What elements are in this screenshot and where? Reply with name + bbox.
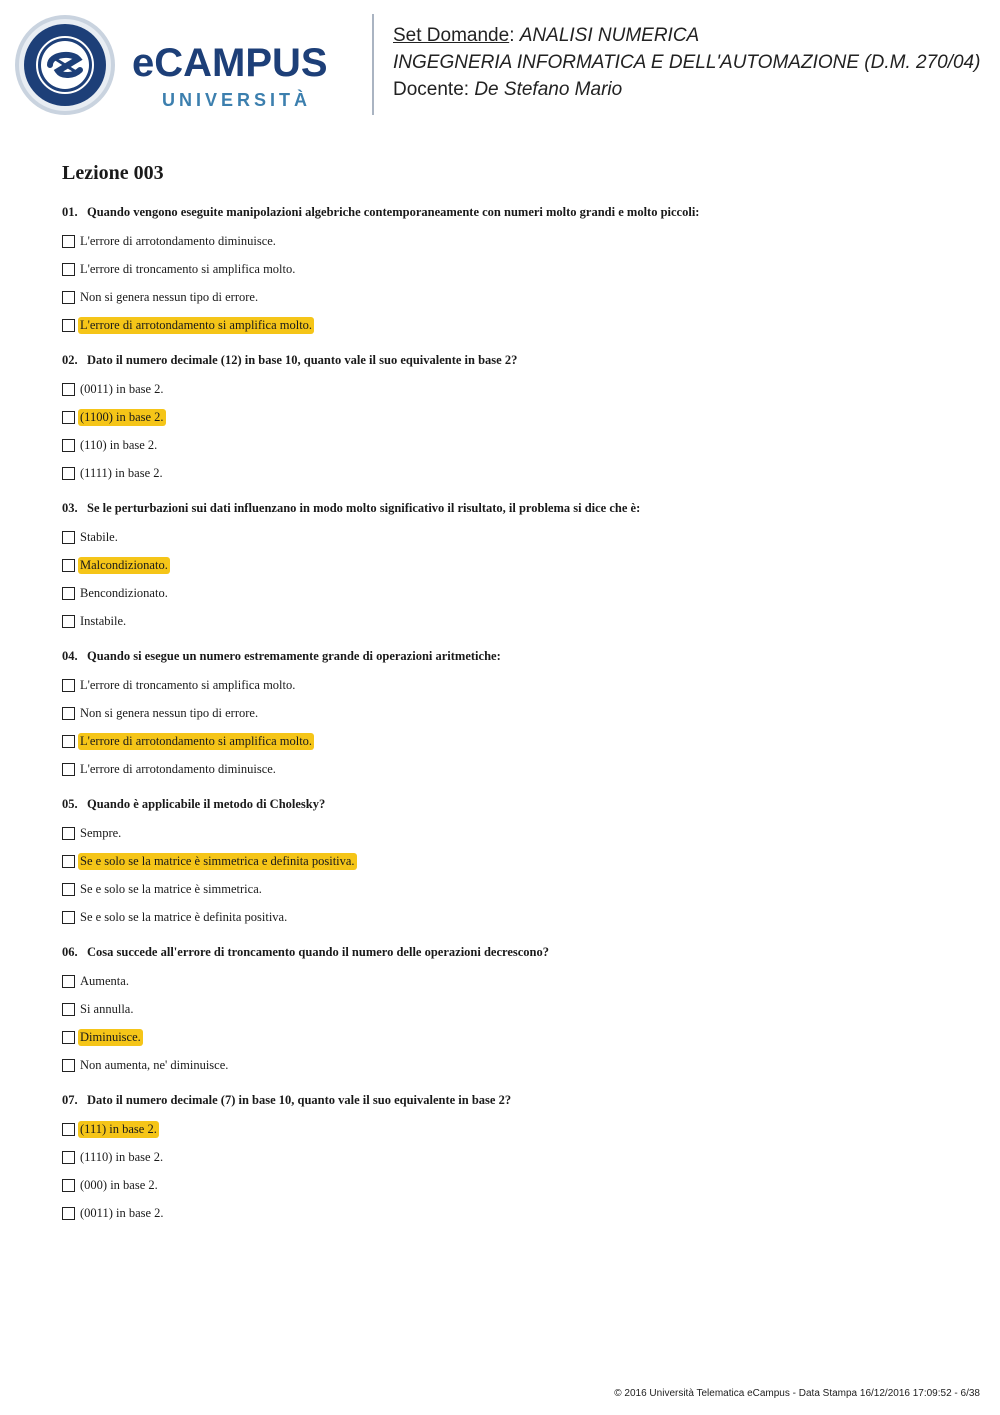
answer-option[interactable] bbox=[62, 727, 962, 755]
question-label: Quando si esegue un numero estremamente grande di operazioni aritmetiche: bbox=[87, 649, 501, 663]
question-text bbox=[62, 201, 962, 223]
question-item bbox=[62, 941, 962, 1079]
answer-option[interactable] bbox=[62, 375, 962, 403]
ecampus-seal-logo bbox=[14, 14, 116, 116]
course-name: INGEGNERIA INFORMATICA E DELL'AUTOMAZIONE (D.M. 270/04) bbox=[393, 52, 981, 73]
question-label: Dato il numero decimale (7) in base 10, quanto vale il suo equivalente in base 2? bbox=[87, 1093, 512, 1107]
answer-checkbox[interactable] bbox=[62, 883, 75, 896]
answer-checkbox[interactable] bbox=[62, 1031, 75, 1044]
question-text bbox=[62, 645, 962, 667]
answer-checkbox[interactable] bbox=[62, 855, 75, 868]
answer-checkbox[interactable] bbox=[62, 531, 75, 544]
answer-option[interactable] bbox=[62, 227, 962, 255]
answer-checkbox[interactable] bbox=[62, 383, 75, 396]
question-text bbox=[62, 497, 962, 519]
question-label: Quando è applicabile il metodo di Cholesky? bbox=[87, 797, 326, 811]
answer-checkbox[interactable] bbox=[62, 763, 75, 776]
header-info bbox=[393, 22, 980, 103]
answer-option[interactable] bbox=[62, 523, 962, 551]
question-list bbox=[62, 201, 962, 1227]
answer-option[interactable] bbox=[62, 671, 962, 699]
answer-label: (1111) in base 2. bbox=[80, 465, 163, 480]
header-divider bbox=[372, 14, 374, 115]
answer-checkbox[interactable] bbox=[62, 707, 75, 720]
answer-option[interactable] bbox=[62, 431, 962, 459]
teacher-name: De Stefano Mario bbox=[474, 79, 623, 100]
answer-label: (0011) in base 2. bbox=[80, 381, 164, 396]
answer-checkbox[interactable] bbox=[62, 911, 75, 924]
answer-checkbox[interactable] bbox=[62, 291, 75, 304]
question-text bbox=[62, 349, 962, 371]
question-number: 06. bbox=[62, 945, 78, 959]
answer-checkbox[interactable] bbox=[62, 735, 75, 748]
answer-option[interactable] bbox=[62, 1171, 962, 1199]
answer-checkbox[interactable] bbox=[62, 587, 75, 600]
answer-option[interactable] bbox=[62, 847, 962, 875]
answer-option[interactable] bbox=[62, 903, 962, 931]
answer-checkbox[interactable] bbox=[62, 1003, 75, 1016]
answer-option[interactable] bbox=[62, 995, 962, 1023]
answer-checkbox[interactable] bbox=[62, 439, 75, 452]
question-number: 02. bbox=[62, 353, 78, 367]
question-item bbox=[62, 497, 962, 635]
answer-option[interactable] bbox=[62, 255, 962, 283]
answer-label: Stabile. bbox=[80, 529, 118, 544]
answer-checkbox[interactable] bbox=[62, 827, 75, 840]
logo-subtext: UNIVERSITÀ bbox=[162, 90, 312, 110]
answer-label-correct: (111) in base 2. bbox=[80, 1121, 157, 1136]
answer-checkbox[interactable] bbox=[62, 411, 75, 424]
answer-checkbox[interactable] bbox=[62, 467, 75, 480]
answer-checkbox[interactable] bbox=[62, 559, 75, 572]
answer-checkbox[interactable] bbox=[62, 1207, 75, 1220]
logo-text: eCAMPUS bbox=[132, 41, 328, 85]
answer-label: Sempre. bbox=[80, 825, 122, 840]
question-item bbox=[62, 201, 962, 339]
question-number: 07. bbox=[62, 1093, 78, 1107]
answer-label-correct: Malcondizionato. bbox=[80, 557, 168, 572]
answer-option[interactable] bbox=[62, 551, 962, 579]
answer-option[interactable] bbox=[62, 403, 962, 431]
ecampus-wordmark bbox=[132, 40, 357, 110]
answer-label: Si annulla. bbox=[80, 1001, 134, 1016]
answer-checkbox[interactable] bbox=[62, 235, 75, 248]
answer-label: (0011) in base 2. bbox=[80, 1205, 164, 1220]
question-text bbox=[62, 1089, 962, 1111]
answer-option[interactable] bbox=[62, 875, 962, 903]
answer-label-correct: L'errore di arrotondamento si amplifica molto. bbox=[80, 317, 313, 332]
answer-label: L'errore di arrotondamento diminuisce. bbox=[80, 233, 276, 248]
answer-option[interactable] bbox=[62, 1051, 962, 1079]
answer-option[interactable] bbox=[62, 607, 962, 635]
question-item bbox=[62, 645, 962, 783]
answer-option[interactable] bbox=[62, 1115, 962, 1143]
answer-label: (1110) in base 2. bbox=[80, 1149, 164, 1164]
answer-checkbox[interactable] bbox=[62, 1059, 75, 1072]
question-number: 03. bbox=[62, 501, 78, 515]
answer-label-correct: Se e solo se la matrice è simmetrica e definita positiva. bbox=[80, 853, 355, 868]
page-header bbox=[0, 0, 1000, 130]
answer-option[interactable] bbox=[62, 283, 962, 311]
answer-label: Bencondizionato. bbox=[80, 585, 168, 600]
answer-label: Se e solo se la matrice è simmetrica. bbox=[80, 881, 262, 896]
answer-label: (110) in base 2. bbox=[80, 437, 158, 452]
teacher-line bbox=[393, 76, 980, 103]
question-label: Se le perturbazioni sui dati influenzano in modo molto significativo il risultato, il problema si dice che è: bbox=[87, 501, 641, 515]
answer-checkbox[interactable] bbox=[62, 263, 75, 276]
question-item bbox=[62, 1089, 962, 1227]
quiz-content bbox=[62, 160, 962, 1237]
set-label: Set Domande bbox=[393, 25, 510, 46]
answer-option[interactable] bbox=[62, 967, 962, 995]
answer-option[interactable] bbox=[62, 1023, 962, 1051]
answer-option[interactable] bbox=[62, 459, 962, 487]
answer-label-correct: (1100) in base 2. bbox=[80, 409, 164, 424]
answer-checkbox[interactable] bbox=[62, 975, 75, 988]
answer-label: L'errore di troncamento si amplifica molto. bbox=[80, 677, 296, 692]
answer-option[interactable] bbox=[62, 1199, 962, 1227]
question-text bbox=[62, 793, 962, 815]
answer-label: Aumenta. bbox=[80, 973, 129, 988]
set-line: Set Domande: ANALISI NUMERICA bbox=[393, 25, 700, 46]
lesson-title: Lezione 003 bbox=[62, 162, 164, 184]
question-text bbox=[62, 941, 962, 963]
answer-option[interactable] bbox=[62, 1143, 962, 1171]
teacher-label: Docente: bbox=[393, 79, 470, 100]
page-footer: © 2016 Università Telematica eCampus - Data Stampa 16/12/2016 17:09:52 - 6/38 bbox=[614, 1388, 980, 1399]
answer-label: L'errore di arrotondamento diminuisce. bbox=[80, 761, 276, 776]
answer-label: Instabile. bbox=[80, 613, 127, 628]
answer-checkbox[interactable] bbox=[62, 319, 75, 332]
answer-checkbox[interactable] bbox=[62, 615, 75, 628]
answer-label: Se e solo se la matrice è definita positiva. bbox=[80, 909, 288, 924]
answer-label: L'errore di troncamento si amplifica molto. bbox=[80, 261, 296, 276]
question-number: 04. bbox=[62, 649, 78, 663]
answer-checkbox[interactable] bbox=[62, 1179, 75, 1192]
question-number: 01. bbox=[62, 205, 78, 219]
course-line bbox=[393, 49, 980, 76]
question-label: Quando vengono eseguite manipolazioni algebriche contemporaneamente con numeri molto grandi e molto piccoli: bbox=[87, 205, 700, 219]
answer-option[interactable] bbox=[62, 699, 962, 727]
set-value: ANALISI NUMERICA bbox=[519, 25, 700, 46]
answer-label: Non aumenta, ne' diminuisce. bbox=[80, 1057, 229, 1072]
question-number: 05. bbox=[62, 797, 78, 811]
answer-label: Non si genera nessun tipo di errore. bbox=[80, 289, 259, 304]
answer-checkbox[interactable] bbox=[62, 1123, 75, 1136]
answer-checkbox[interactable] bbox=[62, 679, 75, 692]
answer-checkbox[interactable] bbox=[62, 1151, 75, 1164]
answer-option[interactable] bbox=[62, 311, 962, 339]
answer-option[interactable] bbox=[62, 755, 962, 783]
answer-label-correct: L'errore di arrotondamento si amplifica molto. bbox=[80, 733, 313, 748]
question-item bbox=[62, 349, 962, 487]
answer-option[interactable] bbox=[62, 579, 962, 607]
answer-label-correct: Diminuisce. bbox=[80, 1029, 141, 1044]
question-label: Dato il numero decimale (12) in base 10, quanto vale il suo equivalente in base 2? bbox=[87, 353, 518, 367]
answer-option[interactable] bbox=[62, 819, 962, 847]
answer-label: (000) in base 2. bbox=[80, 1177, 158, 1192]
question-label: Cosa succede all'errore di troncamento quando il numero delle operazioni decrescono? bbox=[87, 945, 550, 959]
answer-label: Non si genera nessun tipo di errore. bbox=[80, 705, 259, 720]
question-item bbox=[62, 793, 962, 931]
